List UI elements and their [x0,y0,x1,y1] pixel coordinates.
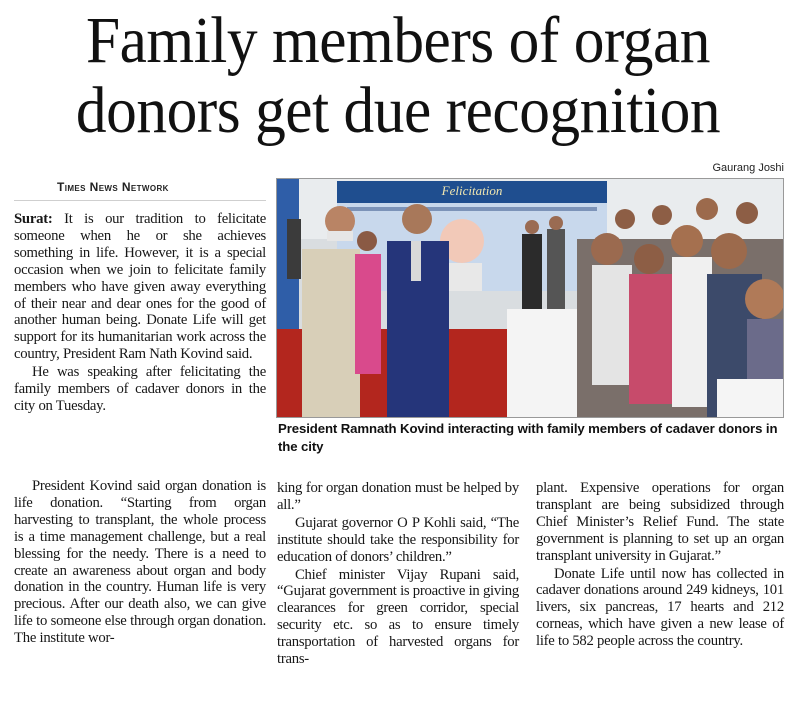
article-column-3 [277,480,519,668]
photo-credit: Gaurang Joshi [712,162,784,174]
article-column-4 [536,480,784,650]
banner-title: Felicitation [441,183,503,198]
byline-rule [14,200,266,201]
headline [28,6,768,146]
paragraph: king for organ donation must be helped by all.” [277,480,519,513]
byline: Times News Network [57,180,169,194]
paragraph: plant. Expensive operations for organ transplant are being subsidized through Chief Minister’s Relief Fund. The state government is planning to set up an organ transplant university in Gujarat.” [536,480,784,564]
photo-illustration [277,179,783,417]
photo-caption: President Ramnath Kovind interacting with family members of cadaver donors in the city [278,421,778,454]
paragraph: Donate Life until now has collected in cadaver donations around 249 kidneys, 101 livers, six pancreas, 17 hearts and 212 corneas, which have given a new lease of life to 582 people across the country. [536,565,784,650]
headline-line-1: Family members of organ [85,4,711,77]
article-column-2 [14,478,266,647]
paragraph: Chief minister Vijay Rupani said, “Gujarat government is proactive in giving clearances for green corridor, special security etc. so as to ensure timely transportation of harvested organs for trans- [277,566,519,668]
paragraph: He was speaking after felicitating the family members of cadaver donors in the city on Tuesday. [14,364,266,414]
news-photo [276,178,784,418]
headline-line-2: donors get due recognition [75,74,721,147]
lead-text: It is our tradition to felicitate someone when he or she achieves something in life. However, it is a special occasion when we join to felicitate family members who have given away everything of their near and dear ones for the good of another human being. Donate Life will get support for its humanitarian work across the country, President Ram Nath Kovind said. [14,211,267,363]
paragraph: Gujarat governor O P Kohli said, “The institute should take the responsibility for education of donors’ children.” [277,514,519,565]
lead-paragraph [14,211,266,363]
paragraph: President Kovind said organ donation is life donation. “Starting from organ harvesting to transplant, the whole process is a time management challenge, but a real blessing for the needy. There is a need to create an awareness about organ and body donation in the country. Human life is very precious. After our death also, we can give life to someone else through organ donation. The institute wor- [14,478,266,647]
dateline: Surat: [14,211,53,227]
article-column-1 [14,211,266,415]
